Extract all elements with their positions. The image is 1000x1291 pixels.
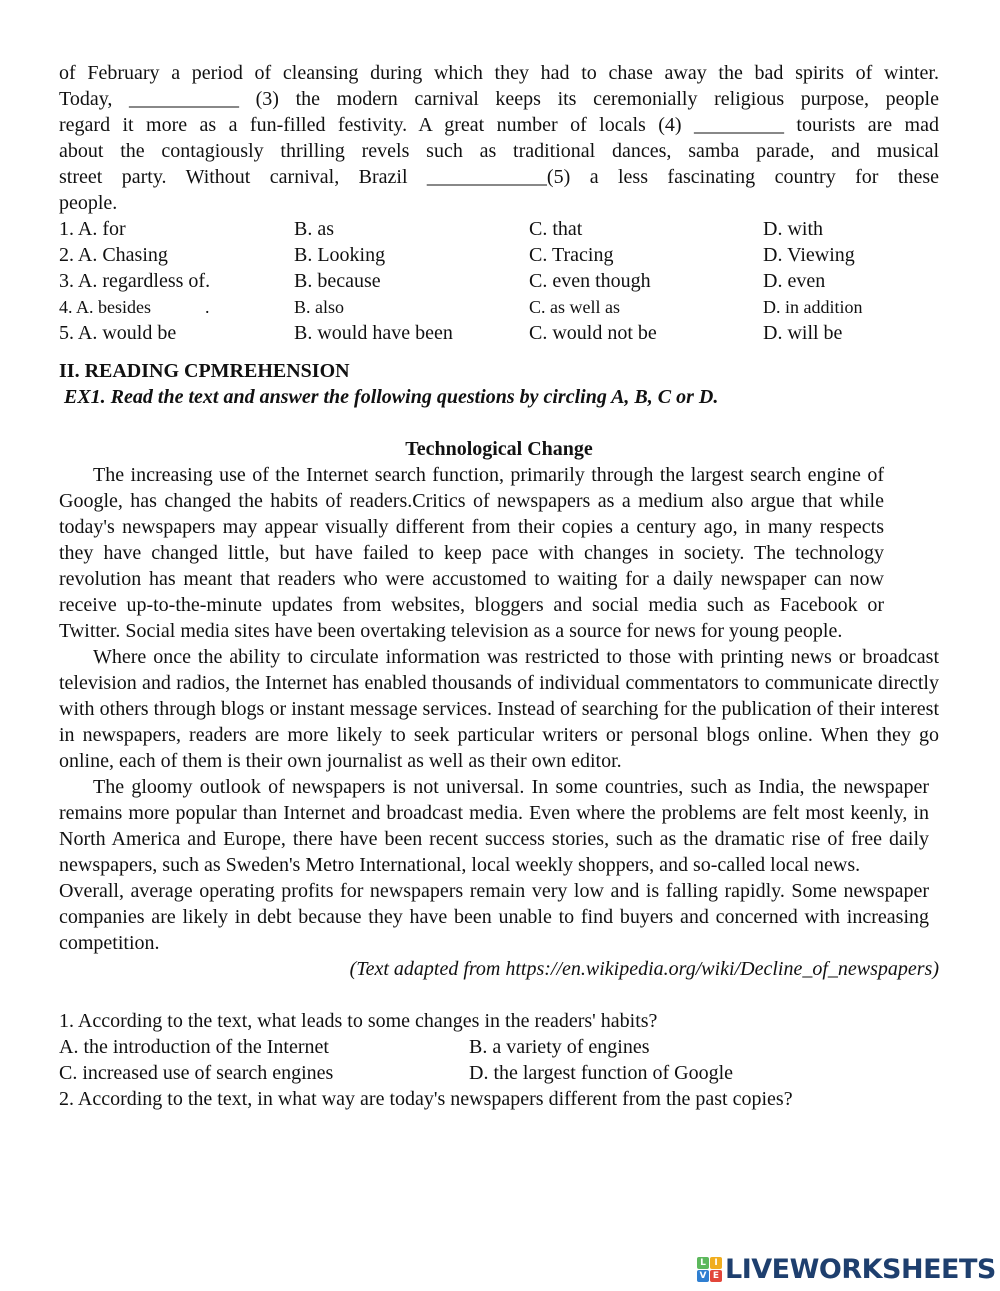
option-d[interactable]: D. will be — [763, 322, 843, 344]
option-c[interactable]: C. would not be — [529, 322, 657, 344]
passage-paragraph-3: The gloomy outlook of newspapers is not universal. In some countries, such as India, the newspaper remains more popular than Internet and broadcast media. Even where the problems are felt most keenly, in North America and Europe, there have been recent success stories, such as the dramatic rise of free daily newspapers, such as Sweden's Metro International, local weekly shoppers, and so-called local news. — [59, 776, 929, 876]
option-row-2 — [59, 242, 939, 268]
question-2-text: 2. According to the text, in what way are today's newspapers different from the past copies? — [59, 1088, 793, 1110]
option-c[interactable]: C. as well as — [529, 297, 620, 317]
option-b[interactable]: B. Looking — [294, 244, 386, 266]
passage-source: (Text adapted from https://en.wikipedia.org/wiki/Decline_of_newspapers) — [349, 958, 939, 980]
logo-block-e: E — [710, 1270, 722, 1282]
option-a[interactable]: 3. A. regardless of. — [59, 270, 211, 292]
worksheet-page — [59, 60, 939, 1112]
option-a[interactable]: 4. A. besides . — [59, 297, 210, 317]
option-d[interactable]: D. in addition — [763, 297, 863, 317]
option-c[interactable]: C. Tracing — [529, 244, 614, 266]
passage-paragraph-2: Where once the ability to circulate information was restricted to those with printing news or broadcast television and radios, the Internet has enabled thousands of individual commentators to communicate directly with others through blogs or instant message services. Instead of searching for the publication of their interest in newspapers, readers are more likely to seek particular writers or personal blogs online. When they go online, each of them is their own journalist as well as their own editor. — [59, 646, 939, 772]
option-b[interactable]: B. because — [294, 270, 381, 292]
option-b[interactable]: B. also — [294, 297, 345, 317]
question-1-options — [59, 1034, 939, 1086]
option-d[interactable]: D. even — [763, 270, 826, 292]
cloze-line: street party. Without carnival, Brazil ____________(5) a less fascinating country for these — [59, 166, 939, 188]
option-c[interactable]: C. that — [529, 218, 583, 240]
logo-block-v: V — [697, 1270, 709, 1282]
cloze-line: of February a period of cleansing during which they had to chase away the bad spirits of winter. — [59, 62, 939, 84]
option-row-4 — [59, 294, 939, 320]
option-a[interactable]: 5. A. would be — [59, 322, 177, 344]
passage-paragraph-4: Overall, average operating profits for newspapers remain very low and is falling rapidly. Some newspaper companies are likely in debt because they have been unable to find buyers and concerned with increasing competition. — [59, 880, 929, 954]
option-b[interactable]: B. would have been — [294, 322, 453, 344]
question-list — [59, 1008, 939, 1112]
exercise-instruction: EX1. Read the text and answer the following questions by circling A, B, C or D. — [64, 386, 719, 408]
option-a[interactable]: 1. A. for — [59, 218, 126, 240]
option-c[interactable]: C. increased use of search engines — [59, 1062, 334, 1084]
option-c[interactable]: C. even though — [529, 270, 651, 292]
logo-block-i: I — [710, 1257, 722, 1269]
section-heading: II. READING CPMREHENSION — [59, 360, 350, 382]
logo-block-l: L — [697, 1257, 709, 1269]
option-row-5 — [59, 320, 939, 346]
option-d[interactable]: D. with — [763, 218, 823, 240]
cloze-line: about the contagiously thrilling revels such as traditional dances, samba parade, and musical — [59, 140, 939, 162]
liveworksheets-logo — [697, 1254, 996, 1285]
cloze-passage — [59, 60, 939, 216]
option-row-3 — [59, 268, 939, 294]
cloze-line: regard it more as a fun-filled festivity. A great number of locals (4) _________ tourists are mad — [59, 114, 939, 136]
cloze-line: Today, ___________ (3) the modern carnival keeps its ceremonially religious purpose, people — [59, 88, 939, 110]
question-1-text: 1. According to the text, what leads to some changes in the readers' habits? — [59, 1010, 658, 1032]
live-blocks-icon — [697, 1257, 722, 1282]
cloze-line: people. — [59, 192, 118, 214]
option-d[interactable]: D. Viewing — [763, 244, 855, 266]
logo-wordmark: LIVEWORKSHEETS — [725, 1254, 996, 1285]
passage-paragraph-1: The increasing use of the Internet search function, primarily through the largest search engine of Google, has changed the habits of readers.Critics of newspapers as a medium also argue that while today's newspapers may appear visually different from their copies a century ago, in many respects they have changed little, but have failed to keep pace with changes in society. The technology revolution has meant that readers who were accustomed to waiting for a daily newspaper can now receive up-to-the-minute updates from websites, bloggers and social media such as Facebook or Twitter. Social media sites have been overtaking television as a source for news for young people. — [59, 464, 884, 642]
option-row-1 — [59, 216, 939, 242]
passage-title: Technological Change — [405, 438, 593, 460]
option-b[interactable]: B. a variety of engines — [469, 1036, 650, 1058]
option-a[interactable]: A. the introduction of the Internet — [59, 1036, 329, 1058]
cloze-options — [59, 216, 939, 346]
option-a[interactable]: 2. A. Chasing — [59, 244, 168, 266]
option-d[interactable]: D. the largest function of Google — [469, 1062, 734, 1084]
option-b[interactable]: B. as — [294, 218, 334, 240]
